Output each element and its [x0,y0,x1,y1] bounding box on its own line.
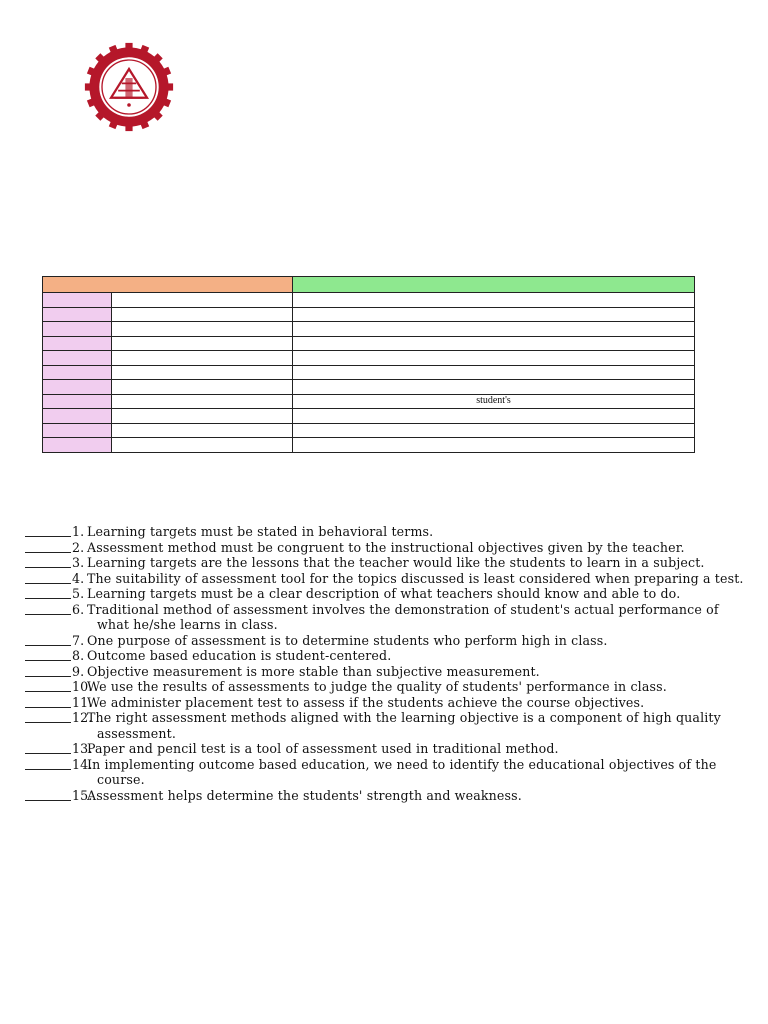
item-number: 4. [72,570,85,586]
item-text: We use the results of assessments to judge the quality of students' performance in class. [87,679,667,694]
table-row [43,438,695,453]
list-item [25,695,745,711]
true-false-items [25,524,745,803]
table-cell [293,423,695,438]
list-item [25,741,745,757]
table-cell [293,322,695,337]
answer-blank[interactable] [25,757,71,770]
item-text: The suitability of assessment tool for the topics discussed is least considered when preparing a test. [87,570,744,586]
item-number: 6. [72,601,85,617]
item-number: 13. [72,741,93,756]
item-number: 1. [72,524,85,539]
table-row-label [43,351,112,366]
table-row [43,336,695,351]
table-row-label [43,365,112,380]
table-row-label [43,380,112,395]
table-cell [293,380,695,395]
answer-blank[interactable] [25,679,71,692]
list-item [25,524,745,540]
table-row [43,423,695,438]
item-number: 11. [72,694,93,710]
table-row [43,293,695,308]
item-text-continued: assessment. [97,725,177,741]
table-cell [293,438,695,453]
table-cell [112,322,293,337]
table-cell [293,365,695,380]
list-item [25,540,745,556]
table-cell [112,351,293,366]
table-cell [112,307,293,322]
table-cell [112,423,293,438]
answer-blank[interactable] [25,586,71,599]
item-number: 8. [72,648,85,663]
table-row-label [43,423,112,438]
table-row [43,307,695,322]
answer-blank[interactable] [25,633,71,646]
table-row-label [43,293,112,308]
table-cell [112,394,293,409]
item-text: Learning targets are the lessons that the teacher would like the students to learn in a subject. [87,555,705,570]
list-item [25,555,745,571]
table-cell [293,307,695,322]
answer-blank[interactable] [25,710,71,723]
table-cell [112,365,293,380]
item-text: Outcome based education is student-centered. [87,648,392,663]
item-number: 15. [72,787,93,803]
item-text: Learning targets must be a clear description of what teachers should know and able to do. [87,586,681,601]
item-text: One purpose of assessment is to determine students who perform high in class. [87,632,608,648]
table-row [43,351,695,366]
table-row-label [43,409,112,424]
item-number: 12. [72,710,93,725]
table-cell: student's [293,394,695,409]
item-number: 7. [72,632,85,648]
list-item [25,602,745,633]
list-item [25,788,745,804]
item-number: 14. [72,756,93,772]
list-item [25,633,745,649]
item-number: 3. [72,555,85,570]
answer-blank[interactable] [25,788,71,801]
table-row-label [43,307,112,322]
table-cell [293,351,695,366]
item-text: We administer placement test to assess if the students achieve the course objectives. [87,694,645,710]
table-header-left [43,277,293,293]
item-text: Learning targets must be stated in behavioral terms. [87,524,434,539]
answer-blank[interactable] [25,540,71,553]
table-row [43,394,695,409]
table-row-label [43,322,112,337]
item-text-continued: course. [97,772,145,787]
table-cell [112,380,293,395]
item-text: The right assessment methods aligned with the learning objective is a component of high quality [87,710,721,725]
answer-table [42,276,695,453]
table-cell [293,409,695,424]
list-item [25,710,745,741]
list-item [25,679,745,695]
list-item [25,664,745,680]
item-text: In implementing outcome based education, we need to identify the educational objectives of the [87,756,717,772]
table-row-label [43,336,112,351]
table-row [43,365,695,380]
table-row-label [43,438,112,453]
table-cell [112,336,293,351]
list-item [25,571,745,587]
item-text: Traditional method of assessment involves the demonstration of student's actual performance of [87,601,719,617]
table-row [43,380,695,395]
table-cell [293,336,695,351]
answer-blank[interactable] [25,555,71,568]
answer-blank[interactable] [25,602,71,615]
answer-blank[interactable] [25,664,71,677]
table-cell [112,293,293,308]
table-header-row [43,277,695,293]
table-row-label [43,394,112,409]
answer-blank[interactable] [25,695,71,708]
item-text: Assessment helps determine the students' strength and weakness. [87,787,522,803]
item-text: Assessment method must be congruent to the instructional objectives given by the teacher. [87,539,685,555]
answer-blank[interactable] [25,571,71,584]
item-number: 9. [72,663,85,679]
item-number: 2. [72,539,85,555]
table-cell [293,293,695,308]
list-item [25,757,745,788]
table-header-right [293,277,695,293]
table-cell [112,438,293,453]
item-number: 10. [72,679,93,694]
answer-blank[interactable] [25,524,71,537]
answer-blank[interactable] [25,648,71,661]
item-text-continued: what he/she learns in class. [97,617,278,632]
list-item [25,586,745,602]
item-text: Paper and pencil test is a tool of assessment used in traditional method. [87,741,559,756]
list-item [25,648,745,664]
item-text: Objective measurement is more stable than subjective measurement. [87,663,540,679]
table-cell [112,409,293,424]
table-row [43,409,695,424]
item-number: 5. [72,586,85,601]
university-seal-icon [84,42,174,132]
answer-blank[interactable] [25,741,71,754]
table-row [43,322,695,337]
